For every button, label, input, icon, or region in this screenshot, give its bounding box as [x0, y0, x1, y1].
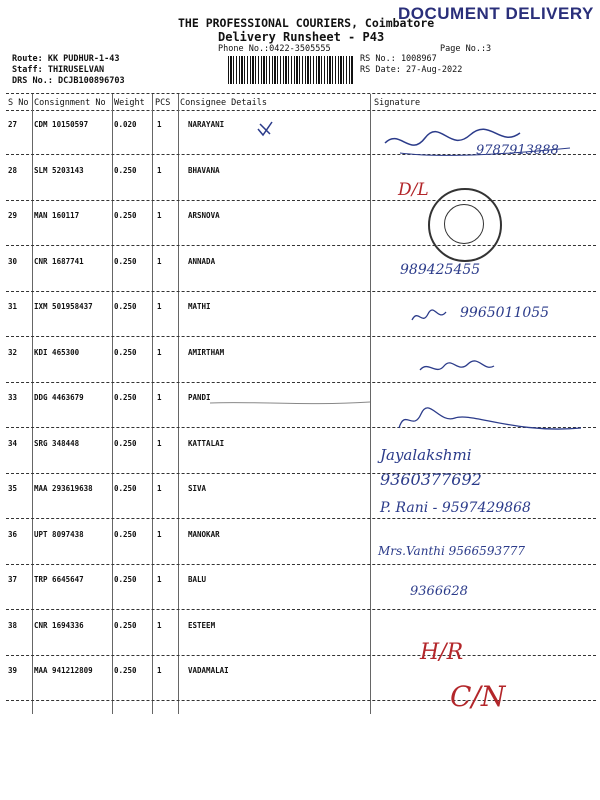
phone-27: 9787913888: [476, 143, 559, 158]
col-divider: [178, 94, 179, 714]
barcode: [228, 56, 354, 84]
drs-number: DRS No.: DCJB100896703: [12, 76, 125, 86]
row-weight: 0.250: [114, 438, 137, 448]
row-consignee: ESTEEM: [188, 620, 216, 630]
row-sno: 36: [8, 529, 18, 539]
row-consignment: CDM 10150597: [34, 120, 89, 129]
row-pcs: 1: [157, 211, 162, 220]
row-consignment: MAN 160117: [34, 211, 80, 220]
page-number: Page No.:3: [440, 44, 492, 54]
row-sno: 32: [8, 347, 18, 357]
col-divider: [152, 94, 153, 714]
row-divider: [6, 200, 596, 201]
row-weight: 0.250: [114, 620, 137, 630]
company-name: THE PROFESSIONAL COURIERS, Coimbatore: [178, 16, 435, 30]
row-divider: [6, 655, 596, 656]
row-weight: 0.250: [114, 529, 137, 539]
row-divider: [6, 382, 596, 383]
row-pcs: 1: [157, 256, 162, 266]
phone-34: 9360377692: [380, 470, 482, 489]
row-pcs: 1: [157, 347, 162, 357]
row-consignee: ANNADA: [188, 256, 216, 266]
row-consignee: NARAYANI: [188, 120, 225, 129]
row-divider: [6, 564, 596, 565]
col-signature: Signature: [374, 98, 421, 108]
runsheet-title: Delivery Runsheet - P43: [218, 30, 385, 44]
row-consignee: BHAVANA: [188, 165, 220, 175]
row-consignee: KATTALAI: [188, 438, 225, 448]
row-consignee: SIVA: [188, 484, 207, 493]
row-sno: 30: [8, 256, 18, 266]
col-divider: [112, 94, 113, 714]
col-divider: [32, 94, 33, 714]
row-pcs: 1: [157, 666, 162, 675]
row-pcs: 1: [157, 120, 162, 129]
row-consignee: VADAMALAI: [188, 666, 229, 675]
row-divider: [6, 291, 596, 292]
row-weight: 0.250: [114, 211, 137, 220]
row-weight: 0.250: [114, 347, 137, 357]
signature-36: Mrs.Vanthi 9566593777: [378, 544, 525, 558]
phone-31: 9965011055: [460, 305, 550, 321]
row-weight: 0.020: [114, 120, 137, 129]
signature-35: P. Rani - 9597429868: [380, 500, 531, 516]
company-seal: [428, 188, 502, 262]
row-consignment: MAA 293619638: [34, 484, 93, 493]
phone-37: 9366628: [410, 584, 468, 599]
row-sno: 39: [8, 666, 18, 675]
row-consignment: KDI 465300: [34, 347, 80, 357]
row-divider: [6, 245, 596, 246]
row-sno: 29: [8, 211, 18, 220]
row-weight: 0.250: [114, 575, 137, 584]
strike-line: [210, 398, 370, 408]
row-divider: [6, 518, 596, 519]
header-rule-top: [6, 93, 596, 94]
col-divider: [370, 94, 371, 714]
row-sno: 35: [8, 484, 18, 493]
row-consignee: AMIRTHAM: [188, 347, 225, 357]
row-pcs: 1: [157, 393, 162, 402]
row-sno: 28: [8, 165, 18, 175]
row-consignment: SRG 348448: [34, 438, 80, 448]
row-consignment: SLM 5203143: [34, 165, 84, 175]
row-pcs: 1: [157, 484, 162, 493]
signature-32: [418, 358, 498, 378]
row-pcs: 1: [157, 438, 162, 448]
row-sno: 27: [8, 120, 18, 129]
document-delivery-stamp: DOCUMENT DELIVERY: [398, 4, 594, 23]
row-consignment: IXM 501958437: [34, 302, 93, 311]
row-sno: 37: [8, 575, 18, 584]
row-consignee: MANOKAR: [188, 529, 220, 539]
route: Route: KK PUDHUR-1-43: [12, 54, 120, 64]
row-weight: 0.250: [114, 302, 137, 311]
row-consignment: MAA 941212809: [34, 666, 93, 675]
row-pcs: 1: [157, 620, 162, 630]
cn-note-39: C/N: [450, 680, 506, 713]
row-pcs: 1: [157, 302, 162, 311]
row-consignee: BALU: [188, 575, 207, 584]
row-weight: 0.250: [114, 165, 137, 175]
row-consignee: ARSNOVA: [188, 211, 220, 220]
phone-30: 989425455: [400, 262, 481, 278]
row-sno: 34: [8, 438, 18, 448]
row-divider: [6, 609, 596, 610]
row-weight: 0.250: [114, 484, 137, 493]
row-pcs: 1: [157, 529, 162, 539]
row-pcs: 1: [157, 165, 162, 175]
phone-number: Phone No.:0422-3505555: [218, 44, 331, 54]
row-consignment: UPT 8097438: [34, 529, 84, 539]
col-consignment: Consignment No: [34, 98, 106, 108]
tick-mark: [256, 120, 274, 138]
header-rule-bottom: [6, 110, 596, 111]
col-pcs: PCS: [155, 98, 171, 108]
signature-31: [410, 306, 450, 328]
dl-note-28: D/L: [398, 180, 429, 200]
row-sno: 38: [8, 620, 18, 630]
row-weight: 0.250: [114, 256, 137, 266]
row-divider: [6, 336, 596, 337]
row-consignment: DDG 4463679: [34, 393, 84, 402]
rs-number: RS No.: 1008967: [360, 54, 437, 64]
row-consignee: MATHI: [188, 302, 211, 311]
row-pcs: 1: [157, 575, 162, 584]
row-weight: 0.250: [114, 393, 137, 402]
signature-33: [395, 404, 585, 442]
col-consignee: Consignee Details: [180, 98, 267, 108]
row-consignment: CNR 1687741: [34, 256, 84, 266]
staff: Staff: THIRUSELVAN: [12, 65, 105, 75]
col-sno: S No: [8, 98, 29, 108]
seal-inner-ring: [444, 204, 484, 244]
row-divider: [6, 700, 596, 701]
row-divider: [6, 473, 596, 474]
row-consignment: CNR 1694336: [34, 620, 84, 630]
col-weight: Weight: [114, 98, 145, 108]
name-34: Jayalakshmi: [380, 446, 472, 464]
row-sno: 31: [8, 302, 18, 311]
row-sno: 33: [8, 393, 18, 402]
row-consignee: PANDI: [188, 393, 211, 402]
row-weight: 0.250: [114, 666, 137, 675]
hr-note-38: H/R: [420, 640, 464, 665]
rs-date: RS Date: 27-Aug-2022: [360, 65, 463, 75]
row-consignment: TRP 6645647: [34, 575, 84, 584]
